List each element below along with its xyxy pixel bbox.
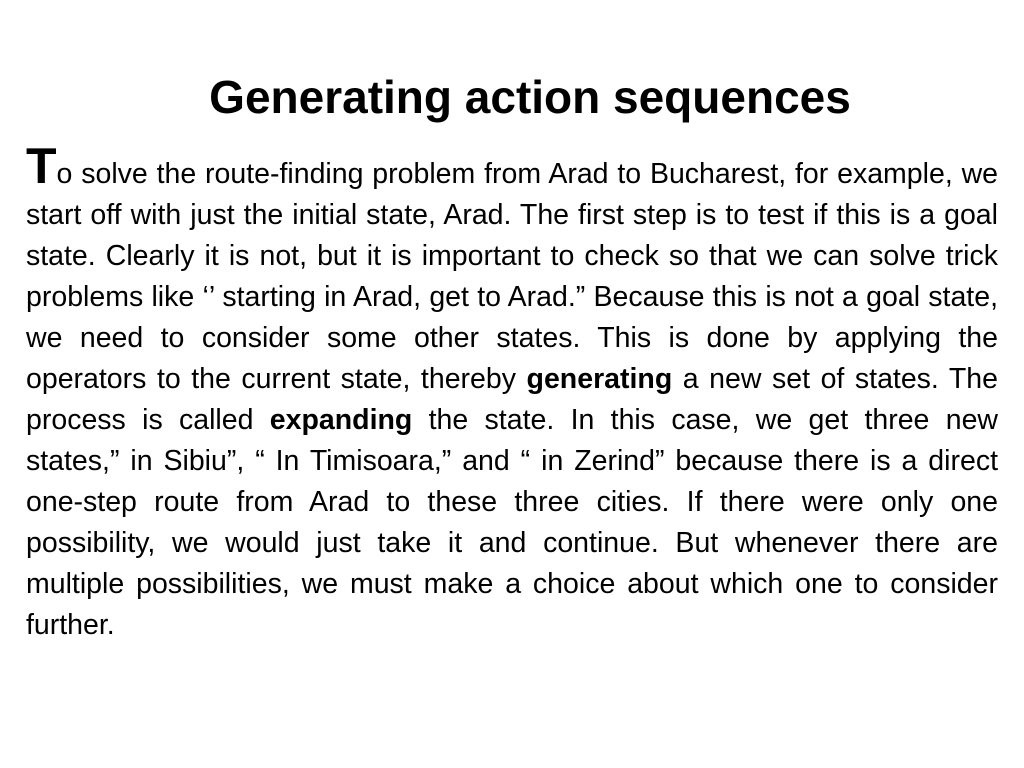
body-text-segment: the state. In this case, we get three new states,” in Sibiu”, “ In Timisoara,” and “ in Zerind” because there is a direct one-step route from Arad to these three cities. If there were only one possibility, we would just take it and continue. But whenever there are multiple possibilities, we must make a choice about which one to consider further. bbox=[26, 404, 999, 641]
term-generating: generating bbox=[526, 363, 673, 395]
slide-body-paragraph bbox=[26, 138, 999, 646]
drop-cap-letter: T bbox=[26, 138, 57, 194]
body-text-segment: o solve the route-finding problem from Arad to Bucharest, for example, we start off with just the initial state, Arad. The first step is to test if this is a goal state. Clearly it is not, but it is important to check so that we can solve trick problems like ‘’ starting in Arad, get to Arad.” Because this is not a goal state, we need to consider some other states. This is done by applying the operators to the current state, thereby bbox=[26, 158, 998, 395]
slide-title: Generating action sequences bbox=[209, 71, 851, 123]
term-expanding: expanding bbox=[269, 404, 413, 436]
body-text-segment: a new set of states. The process is called bbox=[26, 363, 998, 436]
